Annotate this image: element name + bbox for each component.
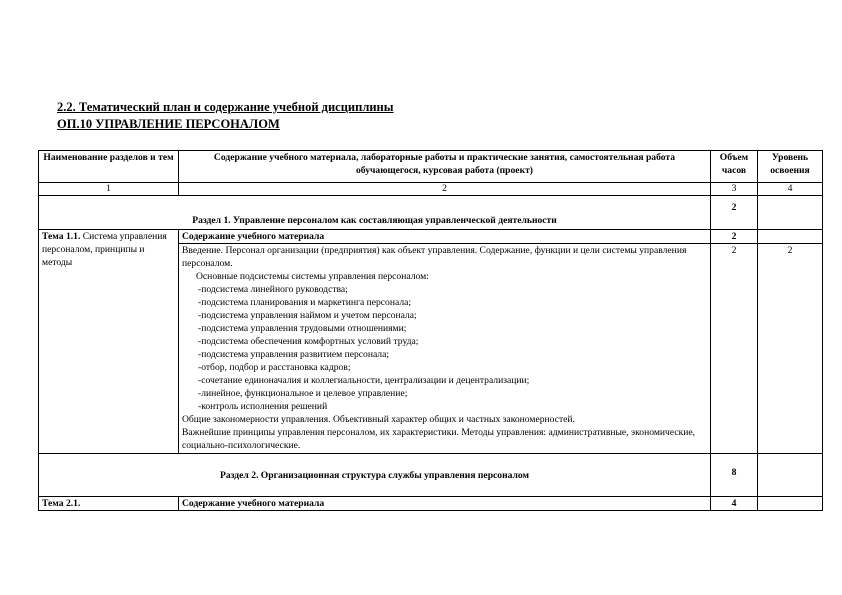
topic-2-1-content-hours: 4 (711, 497, 758, 511)
topic-2-1-header-row (39, 497, 823, 511)
header-sections: Наименование разделов и тем (39, 151, 179, 183)
topic-1-1-content-label: Содержание учебного материала (179, 230, 711, 244)
topic-2-1-content-level (758, 497, 823, 511)
subsystem-item: -подсистема управления наймом и учетом персонала; (198, 310, 417, 321)
topic-1-1-title: Система управления персоналом, принципы и методы (42, 231, 167, 268)
section-1-level (758, 196, 823, 230)
topic-1-1-header-row (39, 230, 823, 244)
subsystem-item: -подсистема линейного руководства; (198, 284, 348, 295)
subsystem-item: -сочетание единоначалия и коллегиальности, централизации и децентрализации; (198, 375, 530, 386)
topic-2-1-name: Тема 2.1. (39, 497, 179, 511)
subsystem-item: -отбор, подбор и расстановка кадров; (198, 362, 351, 373)
principles-text: Важнейшие принципы управления персоналом, их характеристики. Методы управления: административные, экономические, социально-психологические. (182, 427, 696, 451)
thematic-plan-table (38, 150, 823, 511)
topic-1-1-name (39, 230, 179, 454)
regularities-text: Общие закономерности управления. Объективный характер общих и частных закономерностей. (182, 414, 575, 425)
section-1-title: Раздел 1. Управление персоналом как составляющая управленческой деятельности (39, 196, 711, 230)
topic-1-1-hours: 2 (711, 244, 758, 454)
header-level: Уровень освоения (758, 151, 823, 183)
topic-2-1-content-label: Содержание учебного материала (179, 497, 711, 511)
subsystem-item: -подсистема планирования и маркетинга персонала; (198, 297, 412, 308)
column-number: 2 (179, 183, 711, 196)
intro-text: Введение. Персонал организации (предприятия) как объект управления. Содержание, функции и цели системы управления персоналом. (182, 245, 687, 269)
section-2-title: Раздел 2. Организационная структура службы управления персоналом (39, 454, 711, 497)
section-2-level (758, 454, 823, 497)
topic-1-1-number: Тема 1.1. (42, 231, 81, 242)
subsystems-title: Основные подсистемы системы управления персоналом: (196, 271, 429, 282)
table-header-row (39, 151, 823, 183)
subsystem-item: -подсистема управления развитием персонала; (198, 349, 390, 360)
topic-1-1-level: 2 (758, 244, 823, 454)
header-content: Содержание учебного материала, лабораторные работы и практические занятия, самостоятельная работа обучающегося, курсовая работа (проект) (179, 151, 711, 183)
subsystem-item: -подсистема обеспечения комфортных условий труда; (198, 336, 419, 347)
topic-1-1-content-level (758, 230, 823, 244)
section-1-row (39, 196, 823, 230)
subsystem-item: -контроль исполнения решений (198, 401, 328, 412)
header-hours: Объем часов (711, 151, 758, 183)
topic-1-1-content (179, 244, 711, 454)
subsystem-item: -подсистема управления трудовыми отношениями; (198, 323, 407, 334)
column-number: 3 (711, 183, 758, 196)
discipline-title: ОП.10 УПРАВЛЕНИЕ ПЕРСОНАЛОМ (57, 117, 280, 131)
section-2-hours: 8 (711, 454, 758, 497)
section-2-row (39, 454, 823, 497)
document-title: 2.2. Тематический план и содержание учебной дисциплины (57, 100, 394, 114)
column-number: 1 (39, 183, 179, 196)
column-numbers-row (39, 183, 823, 196)
subsystem-item: -линейное, функциональное и целевое управление; (198, 388, 408, 399)
topic-1-1-content-hours: 2 (711, 230, 758, 244)
column-number: 4 (758, 183, 823, 196)
section-1-hours: 2 (711, 196, 758, 230)
